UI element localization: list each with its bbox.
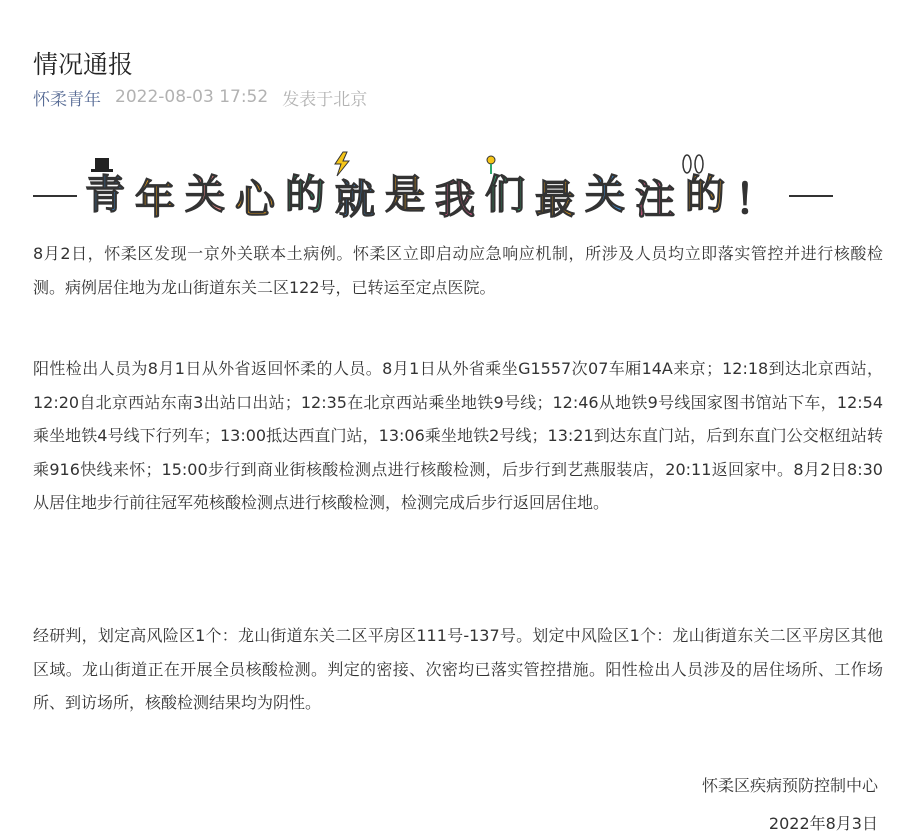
- banner-char: 关: [185, 172, 225, 218]
- banner-char: 心: [235, 177, 275, 223]
- banner-char: 注: [635, 177, 675, 223]
- banner-char: 青: [85, 172, 125, 218]
- paragraph-risk-areas: 经研判，划定高风险区1个：龙山街道东关二区平房区111号-137号。划定中风险区1个：龙山街道东关二区平房区其他区域。龙山街道正在开展全员核酸检测。判定的密接、次密均已落实管控措施。阳性检出人员涉及的居住场所、工作场所、到访场所，核酸检测结果均为阴性。: [33, 626, 883, 712]
- banner-char: 关: [585, 172, 625, 218]
- article-meta: [33, 84, 367, 110]
- bunny-ears-icon: [683, 155, 703, 173]
- publish-location: 发表于北京: [282, 89, 368, 110]
- signature-organization: 怀柔区疾病预防控制中心: [701, 776, 878, 795]
- banner-char: 最: [535, 177, 575, 223]
- lightning-icon: [335, 152, 349, 176]
- banner-char: 们: [485, 172, 525, 218]
- banner-char: 就: [335, 177, 375, 223]
- banner-char: 我: [435, 177, 475, 223]
- article-title: 情况通报: [33, 49, 134, 79]
- paragraph-travel-trajectory: 阳性检出人员为8月1日从外省返回怀柔的人员。8月1日从外省乘坐G1557次07车厢14A来京；12:18到达北京西站，12:20自北京西站东南3出站口出站；12:35在北京西站乘坐地铁9号线；12:46从地铁9号线国家图书馆站下车，12:54乘坐地铁4号线下行列车；13:00抵达西直门站，13:06乘坐地铁2号线；13:21到达东直门站，后到东直门公交枢纽站转乘916快线来怀；15:00步行到商业街核酸检测点进行核酸检测，后步行到艺燕服装店，20:11返回家中。8月2日8:30从居住地步行前往冠军苑核酸检测点进行核酸检测，检测完成后步行返回居住地。: [33, 359, 883, 512]
- banner-char: 的: [285, 172, 325, 218]
- top-hat-icon: [91, 158, 113, 172]
- publish-datetime: 2022-08-03 17:52: [115, 87, 269, 107]
- decorative-banner-image: [33, 150, 833, 230]
- banner-char: 是: [385, 172, 425, 218]
- banner-char: 年: [135, 177, 175, 223]
- banner-char: 的: [685, 172, 725, 218]
- signature-date: 2022年8月3日: [768, 814, 878, 833]
- account-name-link[interactable]: 怀柔青年: [33, 89, 101, 110]
- paragraph-case-summary: 8月2日，怀柔区发现一京外关联本土病例。怀柔区立即启动应急响应机制，所涉及人员均立即落实管控并进行核酸检测。病例居住地为龙山街道东关二区122号，已转运至定点医院。: [33, 244, 883, 297]
- banner-char: ！: [735, 177, 775, 223]
